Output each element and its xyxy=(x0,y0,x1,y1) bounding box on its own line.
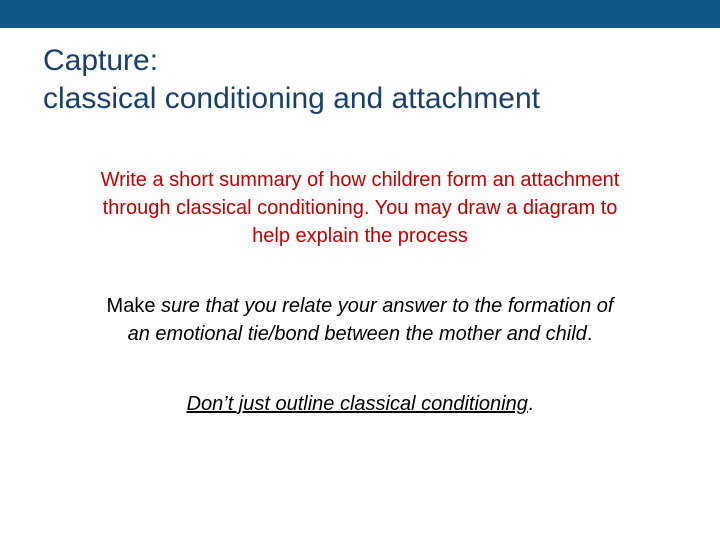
warning-suffix: . xyxy=(527,393,534,415)
relate-line-2 xyxy=(30,320,690,348)
slide-title-line-2: classical conditioning and attachment xyxy=(43,82,540,115)
instruction-line-3: help explain the process xyxy=(252,225,468,247)
relate-line-1-italic: sure that you relate your answer to the formation of xyxy=(161,295,614,317)
warning-note xyxy=(30,390,690,418)
relate-line-1 xyxy=(30,292,690,320)
instruction-text xyxy=(30,166,690,250)
slide-title xyxy=(43,42,693,118)
relate-line-2-italic: an emotional tie/bond between the mother and child xyxy=(127,323,587,345)
slide-title-line-1: Capture: xyxy=(43,44,159,77)
warning-underlined-text: Don’t just outline classical conditioning xyxy=(186,393,528,415)
top-banner-bar xyxy=(0,0,720,28)
relate-line-2-suffix: . xyxy=(586,323,593,345)
relate-line-1-prefix: Make xyxy=(106,295,161,317)
instruction-line-1: Write a short summary of how children form an attachment xyxy=(100,169,620,191)
instruction-line-2: through classical conditioning. You may draw a diagram to xyxy=(102,197,618,219)
relate-answer-note xyxy=(30,292,690,348)
